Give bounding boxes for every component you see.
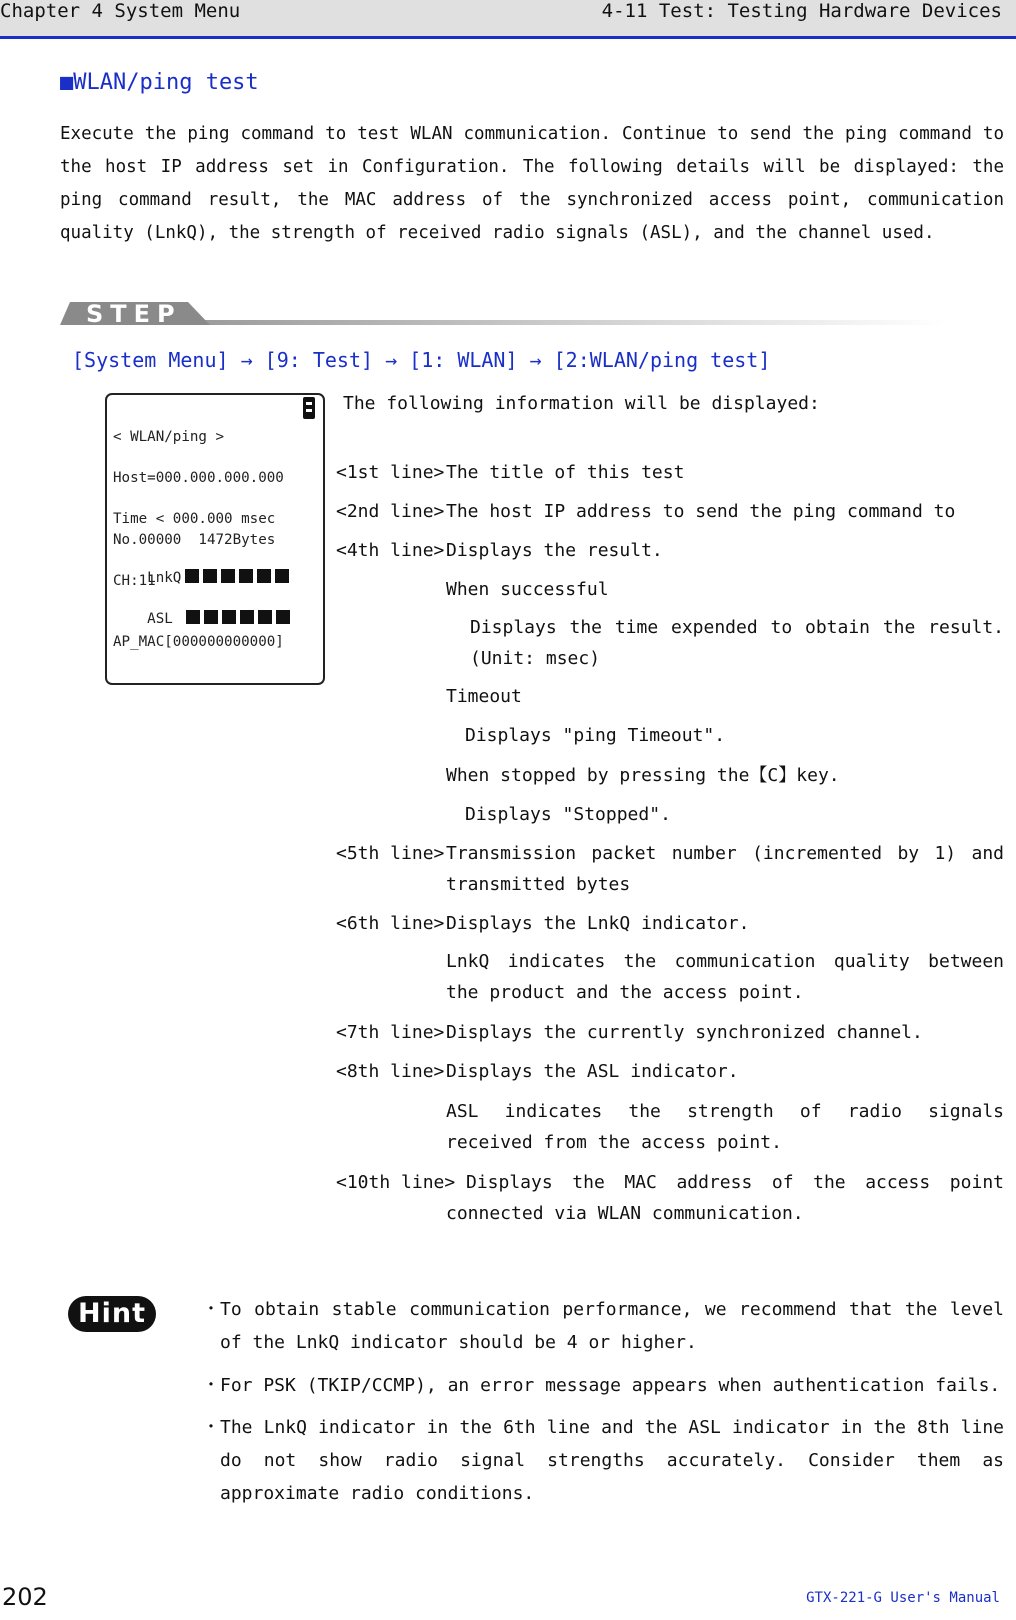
line8-label: <8th line>: [336, 1061, 445, 1082]
line6-sub: LnkQ indicates the communication quality between the product and the access point.: [446, 951, 1004, 1003]
line4-text: Displays the result.: [446, 540, 663, 561]
section-header: 4-11 Test: Testing Hardware Devices: [601, 0, 1002, 22]
lcd-packet: No.00000 1472Bytes: [113, 532, 276, 548]
lcd-ap-mac: AP_MAC[000000000000]: [113, 634, 284, 650]
indicator-block: [203, 569, 217, 583]
line5-label: <5th line>: [336, 843, 445, 864]
hint-item: [202, 1369, 1004, 1402]
stopped-text: Displays "Stopped".: [465, 804, 671, 825]
page-number: 202: [2, 1583, 48, 1611]
step-banner: [60, 300, 945, 330]
line1-text: The title of this test: [446, 462, 685, 483]
menu-route: [System Menu] → [9: Test] → [1: WLAN] → [2:WLAN/ping test]: [72, 348, 771, 372]
indicator-block: [275, 569, 289, 583]
hint-item: [202, 1411, 1004, 1510]
hint-bullet: ・: [202, 1299, 220, 1320]
chapter-title: Chapter 4 System Menu: [0, 0, 241, 22]
lnkq-indicator: [181, 569, 289, 587]
indicator-block: [258, 610, 272, 624]
line6-label: <6th line>: [336, 913, 445, 934]
lcd-time: Time < 000.000 msec: [113, 511, 276, 527]
indicator-block: [239, 569, 253, 583]
lcd-host: Host=000.000.000.000: [113, 470, 284, 486]
success-text: Displays the time expended to obtain the result. (Unit: msec): [470, 617, 1004, 669]
hint-text: The LnkQ indicator in the 6th line and the ASL indicator in the 8th line do not show radio signal strengths accurately. Consider them as approximate radio conditions.: [220, 1417, 1004, 1504]
line7-label: <7th line>: [336, 1022, 445, 1043]
success-title: When successful: [446, 579, 609, 600]
manual-name: GTX-221-G User's Manual: [806, 1590, 1000, 1606]
battery-icon: [303, 397, 315, 419]
line7-text: Displays the currently synchronized channel.: [446, 1022, 923, 1043]
indicator-block: [185, 569, 199, 583]
asl-indicator: [182, 610, 290, 628]
line2-label: <2nd line>: [336, 501, 445, 522]
line4-label: <4th line>: [336, 540, 445, 561]
line8-sub: ASL indicates the strength of radio signals received from the access point.: [446, 1101, 1004, 1153]
timeout-title: Timeout: [446, 686, 522, 707]
line10-text: Displays the MAC address of the access point connected via WLAN communication.: [446, 1172, 1004, 1224]
line6-text: Displays the LnkQ indicator.: [446, 913, 750, 934]
lcd-channel: CH:11: [113, 573, 156, 589]
section-title: ■WLAN/ping test: [60, 70, 259, 95]
hint-bullet: ・: [202, 1375, 220, 1396]
desc-intro: The following information will be displayed:: [343, 393, 820, 414]
lcd-screen: [105, 393, 325, 685]
indicator-block: [276, 610, 290, 624]
indicator-block: [221, 569, 235, 583]
indicator-block: [222, 610, 236, 624]
step-label: STEP: [86, 300, 182, 328]
indicator-block: [240, 610, 254, 624]
line5-text: Transmission packet number (incremented by 1) and transmitted bytes: [446, 843, 1004, 895]
indicator-block: [204, 610, 218, 624]
hint-badge: Hint: [68, 1296, 156, 1332]
lcd-lnkq-label: LnkQ: [147, 570, 182, 586]
line1-label: <1st line>: [336, 462, 445, 483]
hint-item: [202, 1293, 1004, 1359]
line10-label: <10th line>: [336, 1172, 456, 1193]
line8-text: Displays the ASL indicator.: [446, 1061, 739, 1082]
hint-text: For PSK (TKIP/CCMP), an error message appears when authentication fails.: [220, 1375, 1001, 1396]
hint-text: To obtain stable communication performance, we recommend that the level of the LnkQ indicator should be 4 or higher.: [220, 1299, 1004, 1353]
lcd-asl-label: ASL: [147, 611, 173, 627]
lcd-title: < WLAN/ping >: [113, 429, 225, 445]
stopped-title: When stopped by pressing the【C】key.: [446, 765, 840, 786]
header-rule: [0, 36, 1016, 39]
hint-bullet: ・: [202, 1417, 220, 1438]
indicator-block: [186, 610, 200, 624]
indicator-block: [257, 569, 271, 583]
step-banner-graphic: [60, 300, 945, 330]
intro-paragraph: Execute the ping command to test WLAN communication. Continue to send the ping command to the host IP address set in Configuration. The following details will be displayed: the ping command result, the MAC address of the synchronized access point, communication quality (LnkQ), the strength of received radio signals (ASL), and the channel used.: [60, 124, 1004, 243]
timeout-text: Displays "ping Timeout".: [465, 725, 726, 746]
line2-text: The host IP address to send the ping command to: [446, 501, 956, 522]
